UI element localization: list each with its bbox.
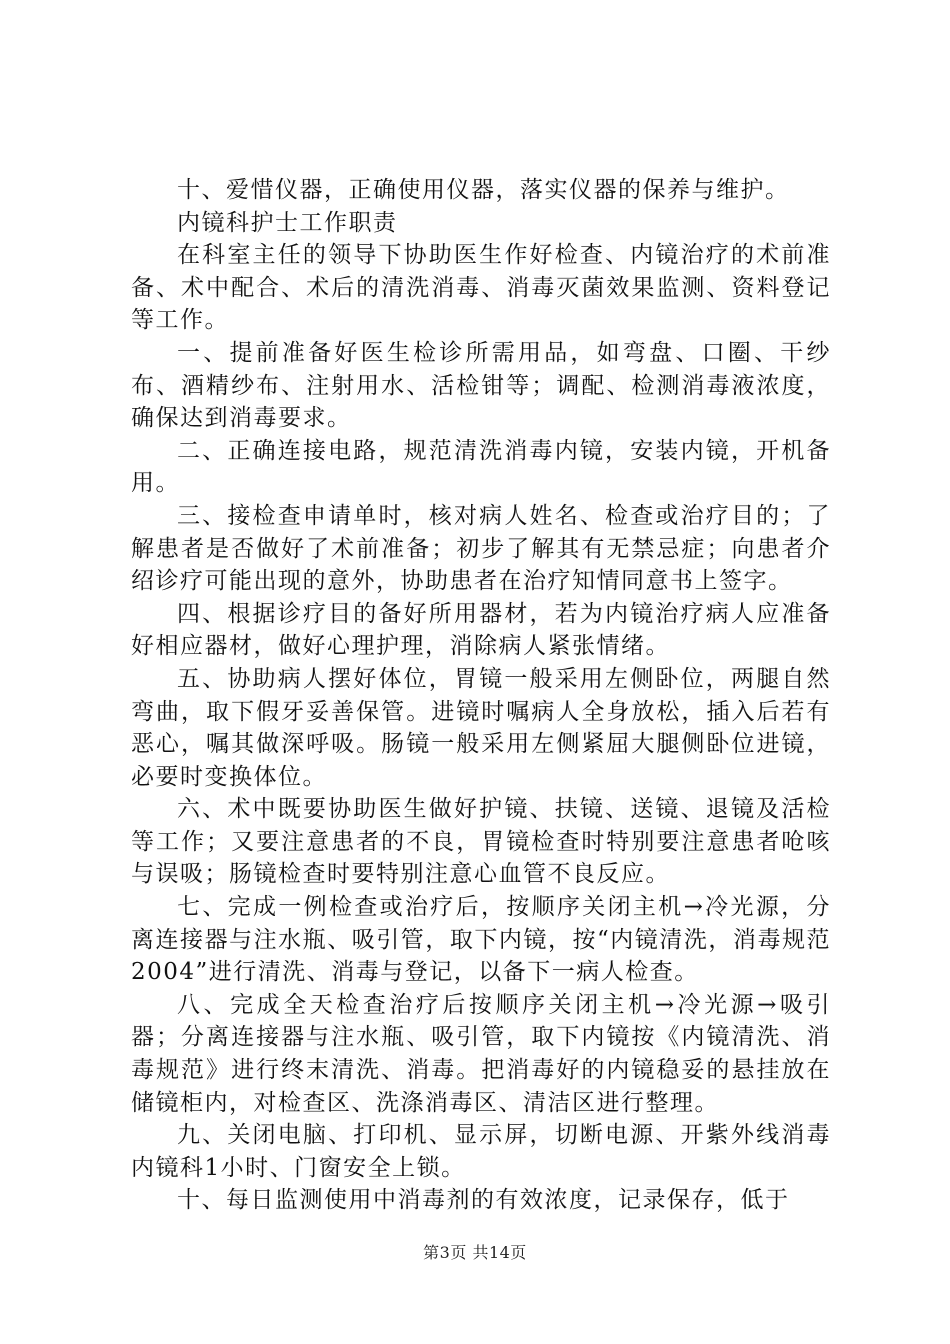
section-title: 内镜科护士工作职责 [177,209,398,236]
paragraph-item-6: 六、术中既要协助医生做好护镜、扶镜、送镜、退镜及活检等工作；又要注意患者的不良，胃镜检查时特别要注意患者呛咳与误吸；肠镜检查时要特别注意心血管不良反应。 [131,796,831,888]
paragraph-item-5: 五、协助病人摆好体位，胃镜一般采用左侧卧位，两腿自然弯曲，取下假牙妥善保管。进镜时嘱病人全身放松，插入后若有恶心，嘱其做深呼吸。肠镜一般采用左侧紧屈大腿侧卧位进镜，必要时变换体位。 [131,665,831,790]
paragraph-item-3: 三、接检查申请单时，核对病人姓名、检查或治疗目的；了解患者是否做好了术前准备；初步了解其有无禁忌症；向患者介绍诊疗可能出现的意外，协助患者在治疗知情同意书上签字。 [131,502,831,595]
page-footer: 第3页 共14页 [423,1243,527,1262]
paragraph-item-10: 十、每日监测使用中消毒剂的有效浓度，记录保存，低于 [177,1187,790,1214]
paragraph-item-7: 七、完成一例检查或治疗后，按顺序关闭主机→冷光源，分离连接器与注水瓶、吸引管，取下内镜，按“内镜清洗，消毒规范2004”进行清洗、消毒与登记，以备下一病人检查。 [131,894,831,986]
paragraph-item-4: 四、根据诊疗目的备好所用器材，若为内镜治疗病人应准备好相应器材，做好心理护理，消除病人紧张情绪。 [131,600,831,660]
paragraph-item-1: 一、提前准备好医生检诊所需用品，如弯盘、口圈、干纱布、酒精纱布、注射用水、活检钳等；调配、检测消毒液浓度，确保达到消毒要求。 [131,339,831,432]
paragraph-1: 十、爱惜仪器，正确使用仪器，落实仪器的保养与维护。 [177,177,790,203]
paragraph-item-2: 二、正确连接电路，规范清洗消毒内镜，安装内镜，开机备用。 [131,437,831,497]
document-body [131,174,831,1217]
paragraph-item-9: 九、关闭电脑、打印机、显示屏，切断电源、开紫外线消毒内镜科1小时、门窗安全上锁。 [131,1122,831,1181]
paragraph-item-8: 八、完成全天检查治疗后按顺序关闭主机→冷光源→吸引器；分离连接器与注水瓶、吸引管，取下内镜按《内镜清洗、消毒规范》进行终末清洗、消毒。把消毒好的内镜稳妥的悬挂放在储镜柜内，对检查区、洗涤消毒区、清洁区进行整理。 [131,991,831,1116]
paragraph-intro: 在科室主任的领导下协助医生作好检查、内镜治疗的术前准备、术中配合、术后的清洗消毒、消毒灭菌效果监测、资料登记等工作。 [131,242,831,334]
